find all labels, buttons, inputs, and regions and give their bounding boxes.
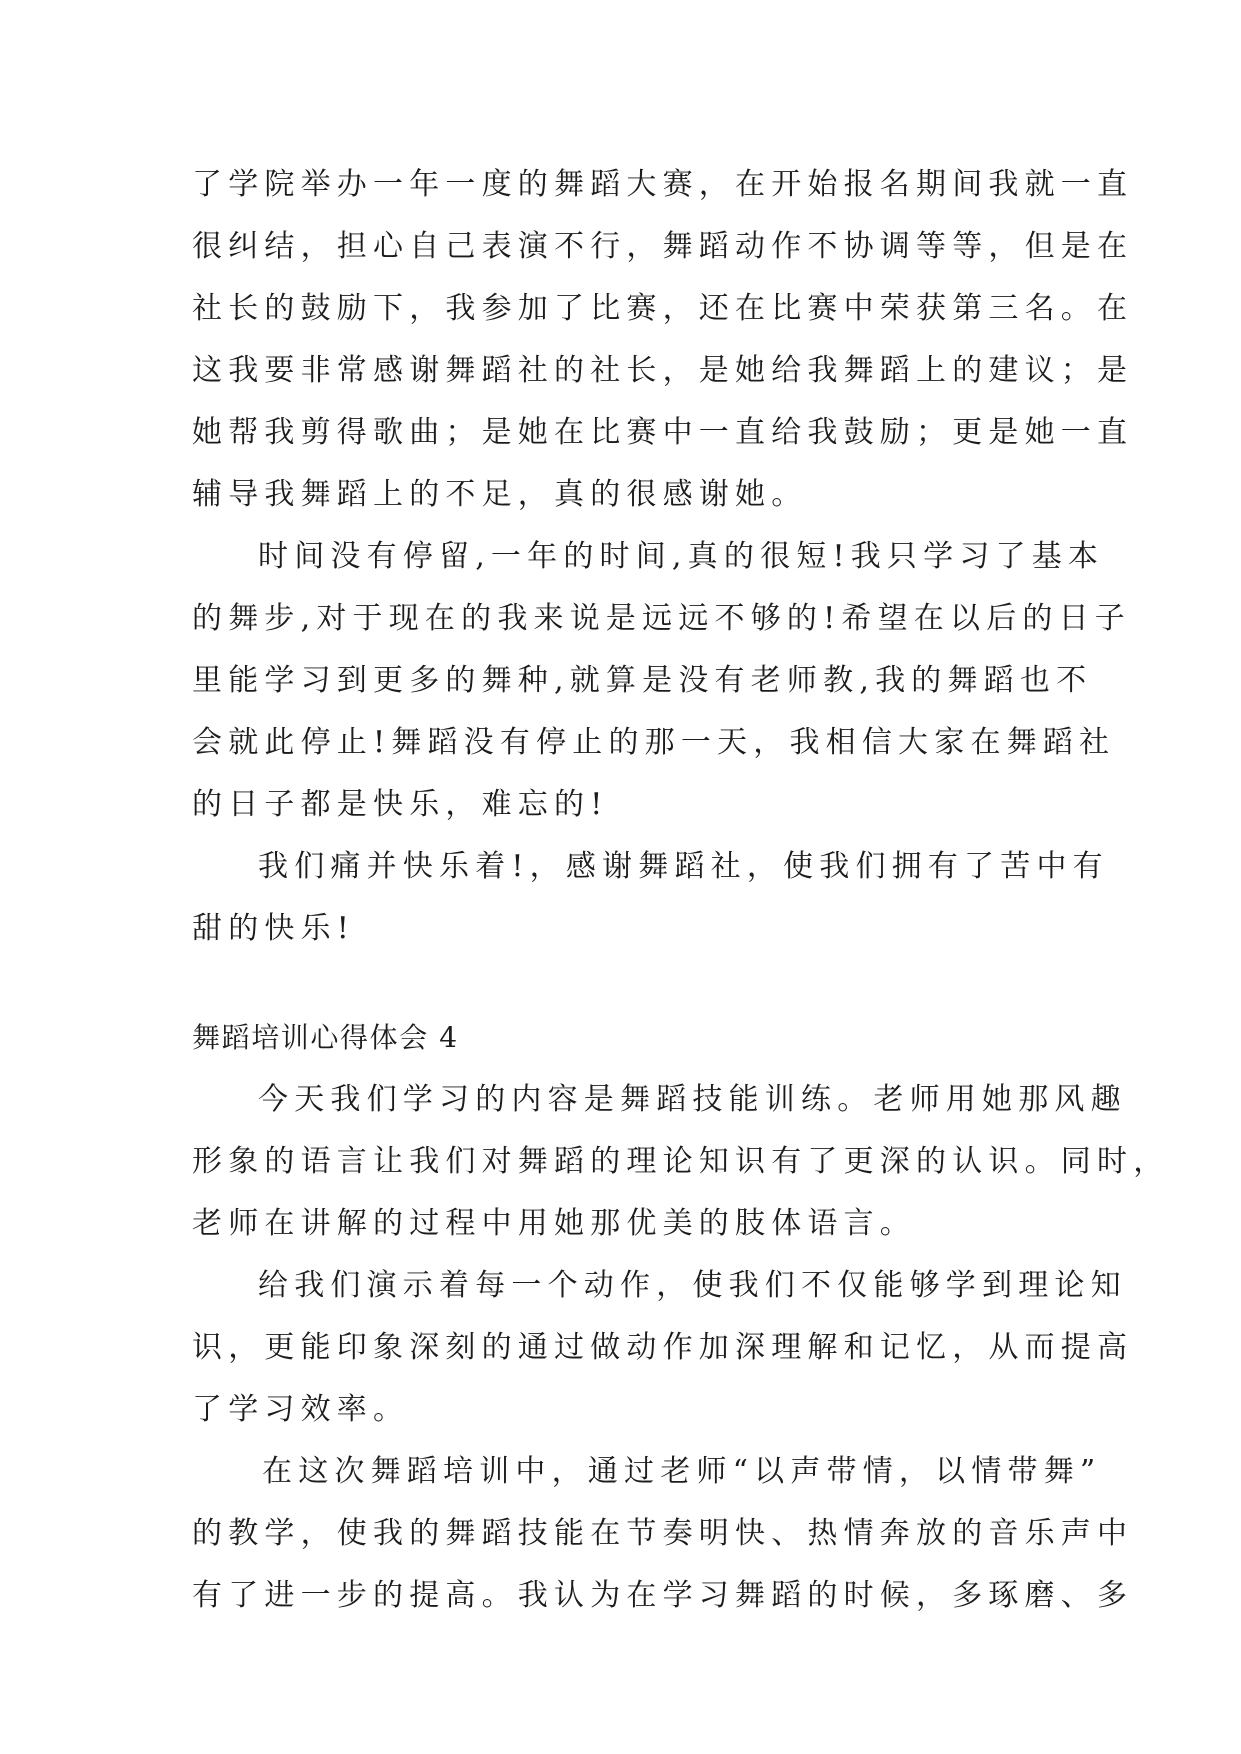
text-line: 她帮我剪得歌曲；是她在比赛中一直给我鼓励；更是她一直 [192,415,1134,450]
text-line: 老师在讲解的过程中用她那优美的肢体语言。 [192,1206,916,1241]
text-line: 时间没有停留,一年的时间,真的很短!我只学习了基本 [258,539,1105,574]
text-line: 了学院举办一年一度的舞蹈大赛，在开始报名期间我就一直 [192,167,1134,202]
text-line: 的舞步,对于现在的我来说是远远不够的!希望在以后的日子 [192,601,1131,636]
text-line: 形象的语言让我们对舞蹈的理论知识有了更深的认识。同时， [192,1144,1170,1179]
text-line: 里能学习到更多的舞种,就算是没有老师教,我的舞蹈也不 [192,663,1093,698]
text-line: 的日子都是快乐，难忘的! [192,787,609,822]
text-line: 辅导我舞蹈上的不足，真的很感谢她。 [192,477,808,512]
text-line: 这我要非常感谢舞蹈社的社长，是她给我舞蹈上的建议；是 [192,353,1134,388]
text-line: 在这次舞蹈培训中，通过老师“以声带情，以情带舞” [262,1454,1102,1489]
text-line: 社长的鼓励下，我参加了比赛，还在比赛中荣获第三名。在 [192,291,1134,326]
text-line: 有了进一步的提高。我认为在学习舞蹈的时候，多琢磨、多 [192,1578,1134,1613]
text-line: 给我们演示着每一个动作，使我们不仅能够学到理论知 [258,1268,1127,1303]
text-line: 今天我们学习的内容是舞蹈技能训练。老师用她那风趣 [258,1082,1127,1117]
text-line: 我们痛并快乐着!，感谢舞蹈社，使我们拥有了苦中有 [258,849,1109,884]
section-heading: 舞蹈培训心得体会 4 [192,1021,459,1054]
text-line: 很纠结，担心自己表演不行，舞蹈动作不协调等等，但是在 [192,229,1134,264]
text-line: 了学习效率。 [192,1392,410,1427]
text-line: 的教学，使我的舞蹈技能在节奏明快、热情奔放的音乐声中 [192,1516,1134,1551]
text-line: 识，更能印象深刻的通过做动作加深理解和记忆，从而提高 [192,1330,1134,1365]
text-line: 甜的快乐! [192,911,356,946]
text-line: 会就此停止!舞蹈没有停止的那一天，我相信大家在舞蹈社 [192,725,1116,760]
